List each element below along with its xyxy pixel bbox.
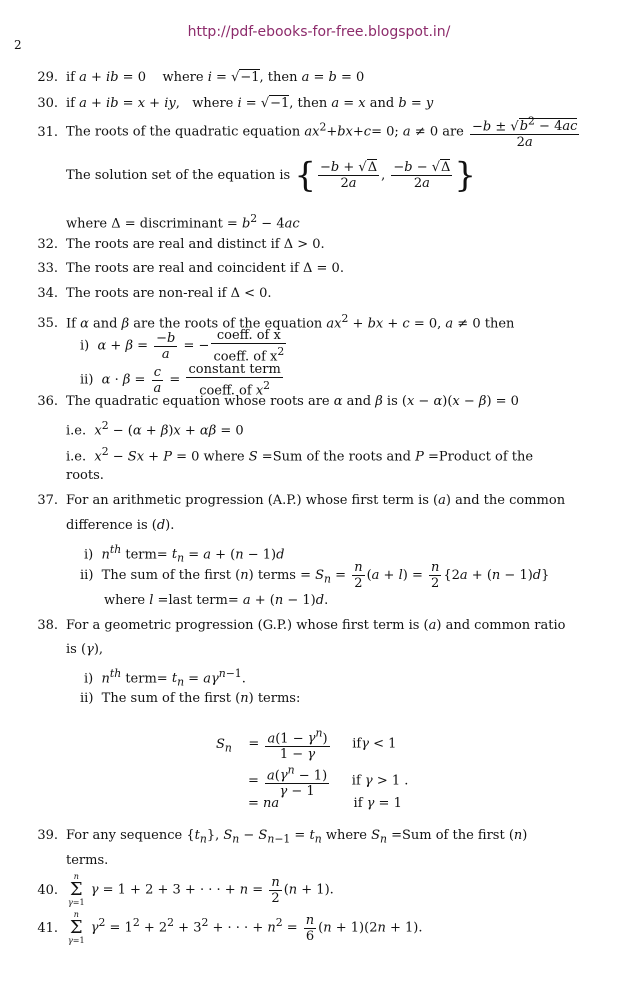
ap-nth-term: i) $n^{th}$ term= $t_n = a + (n - 1)d$ — [84, 543, 285, 565]
formula-40: 40.n Σ γ=1 γ = 1 + 2 + 3 + · · · + n = $\frac{n}{2}$ (n + 1). — [24, 872, 334, 908]
formula-41: 41.n Σ γ=1 $\gamma^2 = 1^2 + 2^2 + 3^2$ + · · · + $n^2$ = $\frac{n}{6}$ (n + 1)(2n + 1). — [24, 910, 422, 946]
item-number: 36. — [37, 394, 58, 409]
text-37-terms: terms = — [257, 568, 311, 583]
text-31-c: where Δ = discriminant = — [66, 216, 238, 232]
ratio-38: is (γ), — [66, 642, 104, 657]
text-38-b: and common ratio — [445, 618, 566, 633]
text-38-a: For a geometric progression (G.P.) whose first term is — [66, 618, 420, 633]
text-37-b: and the common — [455, 493, 566, 508]
item-number: 30. — [37, 96, 58, 111]
item-number: 38. — [37, 618, 58, 633]
text-37-a: For an arithmetic progression (A.P.) whose first term is — [66, 493, 429, 508]
gp-sum-intro: ii) The sum of the first (n) terms: — [80, 691, 301, 706]
text-31-a: The roots of the quadratic equation — [66, 124, 301, 140]
text-37-c: difference is — [66, 518, 148, 533]
statement-36: 36. The quadratic equation whose roots are α and β is (x − α)(x − β) = 0 — [24, 394, 519, 410]
statement-38: 38. For a geometric progression (G.P.) whose first term is (a) and common ratio — [24, 618, 565, 634]
expansion-36: i.e. $x^2 - (\alpha + \beta)x + \alpha\beta = 0$ — [66, 419, 244, 439]
statement-34 — [24, 286, 272, 302]
text-34: The roots are non-real if Δ < 0. — [66, 286, 272, 301]
text-31-b: The solution set of the equation is — [66, 168, 291, 183]
text-36-prod: Product of the — [438, 449, 534, 465]
ap-last-term: where l =last term= a + (n − 1)d. — [104, 593, 329, 608]
source-url[interactable]: http://pdf-ebooks-for-free.blogspot.in/ — [187, 24, 451, 40]
gp-case-3: = na if γ = 1 — [248, 796, 402, 811]
statement-35: 35. If α and β are the roots of the equation $ax^2$ + bx + c = 0, a ≠ 0 then — [24, 311, 514, 332]
summation-symbol: n Σ γ=1 — [68, 872, 85, 907]
item-number: 29. — [37, 70, 58, 85]
text-36-roots: roots. — [66, 468, 104, 483]
sum-of-roots: i) α + β = $\frac{-b}{a}$ = − $\frac{\text{coeff. of x}}{coeff. of x^2}$ — [80, 328, 285, 365]
formula-30: 30. if a + ib = x + iy, where i = √−1, then a = x and b = y — [24, 96, 433, 112]
summation-symbol: n Σ γ=1 — [68, 910, 85, 945]
difference-37: difference is (d). — [66, 518, 175, 533]
statement-39: 39. For any sequence $\{t_n\}$, $S_n - S_{n-1} = t_n$ where $S_n =Sum$ of the first (n) — [24, 828, 527, 848]
item-number: 35. — [37, 316, 58, 332]
item-number: 34. — [37, 286, 58, 301]
product-of-roots: ii) α · β = $\frac{c}{a}$ = $\frac{\text{constant term}}{coeff. of x^2}$ — [80, 362, 281, 399]
gp-case-1: $S_n$ = $\frac{a(1 - \gamma^n)}{1 - \gamma}$ ifγ < 1 — [216, 727, 397, 763]
text-37-term: term= — [125, 547, 168, 563]
formula-31: 31. The roots of the quadratic equation $ax^2+bx+c= 0$; a ≠ 0 are $\frac{-b \pm √b^2 - 4ac}{2a}$ — [24, 114, 581, 150]
text-38-c: is — [66, 642, 77, 657]
statement-33 — [24, 261, 344, 277]
item-number: 41. — [37, 920, 58, 936]
ap-sum: ii) The sum of the first (n) terms = $S_n$ = $\frac{n}{2}$ (a + l) = $\frac{n}{2}$ {2a + (n − 1)d} — [80, 560, 550, 591]
item-number: 32. — [37, 237, 58, 252]
item-number: 31. — [37, 124, 58, 140]
gp-case-2: = $\frac{a(\gamma^n - 1)}{\gamma - 1}$ if γ > 1 . — [248, 764, 409, 800]
text-33: The roots are real and coincident if Δ = 0. — [66, 261, 344, 276]
item-number: 33. — [37, 261, 58, 276]
text-39-c: =Sum of the first — [391, 828, 505, 843]
discriminant-definition: where Δ = discriminant = $b^2 - 4ac$ — [66, 212, 300, 232]
statement-32 — [24, 237, 325, 253]
formula-29: 29. if a + ib = 0 where i = √−1, then a = b = 0 — [24, 70, 364, 86]
text-38-sum: The sum of the first — [101, 691, 232, 706]
text-36: The quadratic equation whose roots are — [66, 394, 330, 409]
text-38-terms: terms: — [257, 691, 301, 706]
coeff-x-label: coeff. of x — [216, 328, 281, 343]
item-number: 39. — [37, 828, 58, 843]
solution-set: The solution set of the equation is { $\frac{-b + √\Delta}{2a}$ , $\frac{-b - √\Delta}{2a}$ } — [66, 155, 477, 196]
text-36-sum: Sum of the roots and — [272, 449, 411, 465]
text-39-d: terms. — [66, 853, 109, 868]
statement-37: 37. For an arithmetic progression (A.P.) whose first term is (a) and the common — [24, 493, 565, 509]
gp-nth-term: i) $n^{th}$ term= $t_n = a\gamma^{n-1}$. — [84, 667, 246, 689]
item-number: 40. — [37, 882, 58, 898]
page-number: 2 — [14, 38, 22, 52]
text-39-b: where — [325, 828, 367, 843]
text-32: The roots are real and distinct if Δ > 0. — [66, 237, 325, 252]
text-37-last: =last term= — [157, 593, 239, 608]
text-39-a: For any sequence — [66, 828, 183, 843]
item-number: 37. — [37, 493, 58, 508]
text-35: are the roots of the equation — [133, 316, 323, 332]
coeff-x2-label: coeff. of x — [213, 349, 278, 365]
text-37-sum: The sum of the first — [101, 568, 232, 583]
constant-term-label: constant term — [188, 362, 281, 377]
sp-form-36: i.e. $x^2 - Sx + P = 0$ where S =Sum of the roots and P =Product of the — [66, 445, 534, 465]
